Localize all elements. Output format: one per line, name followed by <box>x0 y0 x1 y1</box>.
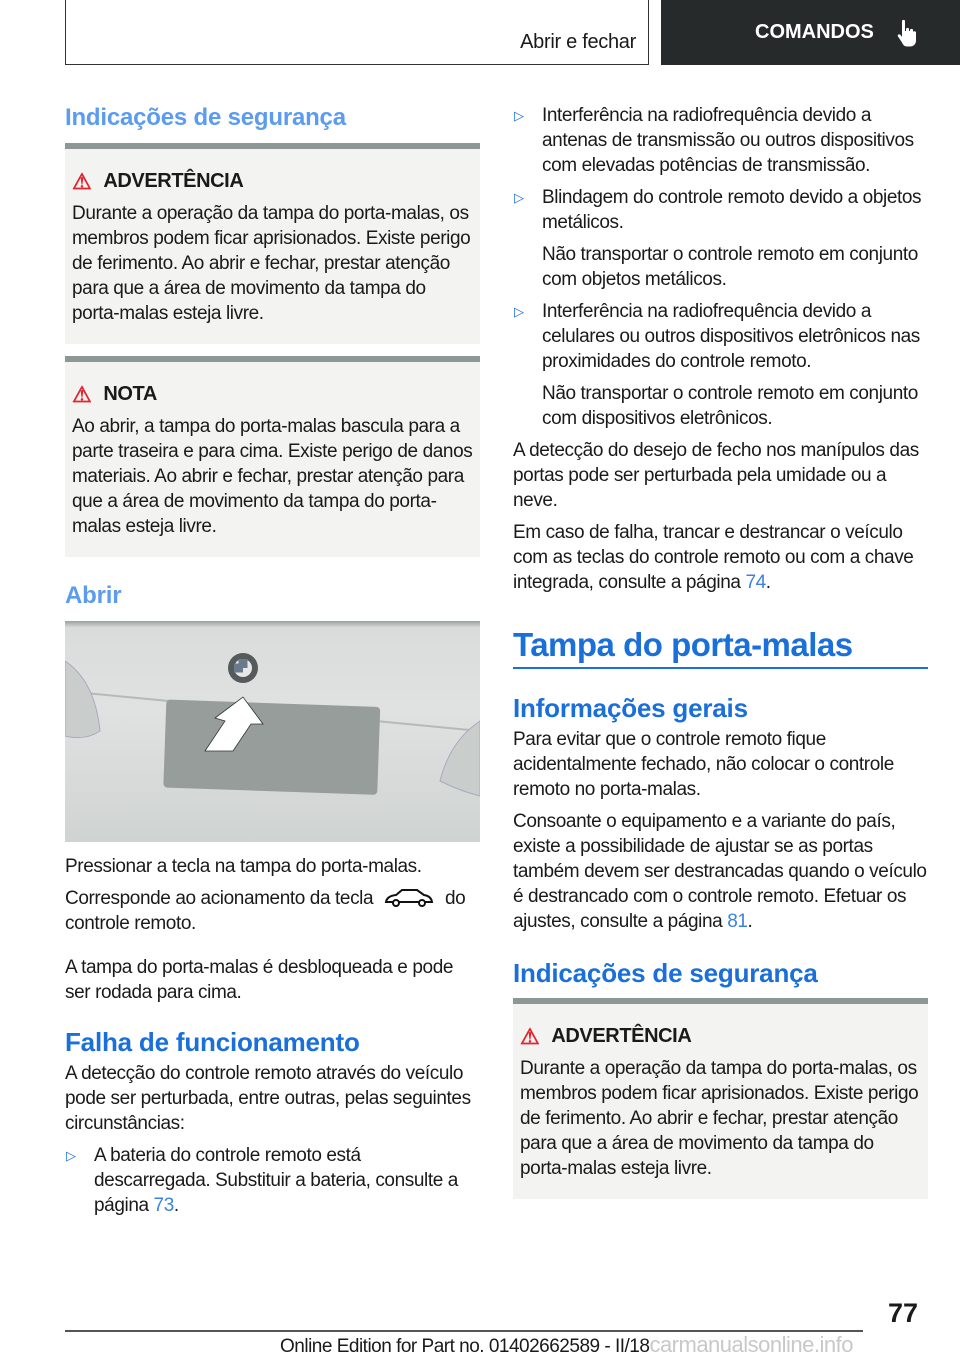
footer-edition <box>280 1332 853 1360</box>
chapter-heading: Tampa do porta-malas <box>513 625 928 669</box>
warning-title: ADVERTÊNCIA <box>551 1025 692 1047</box>
warning-title: ADVERTÊNCIA <box>103 170 244 192</box>
car-key-icon <box>384 887 434 907</box>
warning-text: Durante a operação da tampa do porta-malas, os membros podem ficar aprisionados. Existe perigo de ferimento. Ao abrir e fechar, prestar atenção para que a área de movimento da tampa do porta-malas esteja livre. <box>520 1058 919 1179</box>
content-columns <box>0 65 960 1218</box>
list-item-text: Blindagem do controle remoto devido a objetos metálicos. <box>542 187 922 233</box>
warning-icon: ⚠ <box>72 169 92 194</box>
heading-malfunction: Falha de funcionamento <box>65 1027 360 1057</box>
heading-general-info: Informações gerais <box>513 693 748 723</box>
trunk-illustration <box>65 621 480 842</box>
paragraph-text: do controle remoto. <box>65 888 466 934</box>
paragraph: Em caso de falha, trancar e destrancar o veículo com as teclas do controle remoto ou com a chave integrada, consulte a página 74. <box>513 522 914 593</box>
paragraph: A detecção do desejo de fecho nos manípulos das portas pode ser perturbada pela umidade ou a neve. <box>513 440 919 511</box>
paragraph <box>65 886 480 936</box>
list-item-text: Interferência na radiofrequência devido a celulares ou outros dispositivos eletrônicos nas proximidades do controle remoto. <box>542 301 920 372</box>
page-link[interactable]: 74 <box>745 572 766 593</box>
page-footer <box>0 1298 960 1362</box>
bullet-triangle-icon: ▷ <box>514 304 524 319</box>
list-item-note: Não transportar o controle remoto em conjunto com dispositivos eletrônicos. <box>542 383 918 429</box>
spacer <box>0 1218 960 1298</box>
paragraph: Para evitar que o controle remoto fique acidentalmente fechado, não colocar o controle remoto no porta-malas. <box>513 729 894 800</box>
bullet-triangle-icon: ▷ <box>514 190 524 205</box>
warning-box <box>65 143 480 344</box>
paragraph: A detecção do controle remoto através do veículo pode ser perturbada, entre outras, pelas seguintes circunstâncias: <box>65 1063 471 1134</box>
list-item-text: A bateria do controle remoto está descarregada. Substituir a bateria, consulte a página <box>94 1145 458 1216</box>
right-column <box>513 103 928 1218</box>
heading-open: Abrir <box>65 582 122 609</box>
watermark: carmanualsonline.info <box>649 1332 853 1357</box>
left-column <box>65 103 480 1218</box>
page-link[interactable]: 81 <box>727 911 748 932</box>
header-section-box <box>65 0 649 65</box>
edition-text: Online Edition for Part no. 01402662589 - II/18 <box>280 1336 650 1357</box>
bullet-triangle-icon: ▷ <box>514 108 524 123</box>
list-item <box>513 185 928 235</box>
chapter-title: COMANDOS <box>755 21 874 43</box>
heading-safety-2: Indicações de segurança <box>513 958 818 988</box>
list-item: ▷ A bateria do controle remoto está descarregada. Substituir a bateria, consulte a página 73. <box>66 1145 458 1216</box>
page-link[interactable]: 73 <box>153 1195 174 1216</box>
page-header <box>0 0 960 65</box>
paragraph-text: Consoante o equipamento e a variante do país, existe a possibilidade de ajustar se as portas também devem ser destrancadas quando o veículo é destrancado com o controle remoto. Efetuar os ajustes, consulte a página <box>513 811 927 932</box>
list-item <box>513 299 928 374</box>
list-item-text: Interferência na radiofrequência devido a antenas de transmissão ou outros dispositivos com elevadas potências de transmissão. <box>542 105 914 176</box>
heading-safety: Indicações de segurança <box>65 104 346 131</box>
warning-icon: ⚠ <box>520 1024 540 1049</box>
bullet-triangle-icon: ▷ <box>66 1148 76 1163</box>
paragraph: A tampa do porta-malas é desbloqueada e pode ser rodada para cima. <box>65 957 454 1003</box>
warning-icon: ⚠ <box>72 382 92 407</box>
note-box <box>65 356 480 557</box>
warning-text: Durante a operação da tampa do porta-malas, os membros podem ficar aprisionados. Existe perigo de ferimento. Ao abrir e fechar, prestar atenção para que a área de movimento da tampa do porta-malas esteja livre. <box>72 203 471 324</box>
warning-box <box>513 998 928 1199</box>
hand-pointer-icon <box>896 19 918 47</box>
paragraph: Pressionar a tecla na tampa do porta-malas. <box>65 856 422 877</box>
page-number: 77 <box>888 1298 919 1328</box>
paragraph-text: Corresponde ao acionamento da tecla <box>65 888 374 909</box>
paragraph-text: Em caso de falha, trancar e destrancar o veículo com as teclas do controle remoto ou com a chave integrada, consulte a página <box>513 522 914 593</box>
section-title: Abrir e fechar <box>520 31 636 53</box>
note-text: Ao abrir, a tampa do porta-malas bascula para a parte traseira e para cima. Existe perigo de danos materiais. Ao abrir e fechar, prestar atenção para que a área de movimento da tampa do porta-malas esteja livre. <box>72 416 473 537</box>
list-item-note: Não transportar o controle remoto em conjunto com objetos metálicos. <box>542 244 918 290</box>
note-title: NOTA <box>103 383 157 405</box>
list-item <box>513 103 928 178</box>
chapter-tab[interactable] <box>661 0 960 65</box>
paragraph: Consoante o equipamento e a variante do país, existe a possibilidade de ajustar se as portas também devem ser destrancadas quando o veículo é destrancado com o controle remoto. Efetuar os ajustes, consulte a página 81. <box>513 811 927 932</box>
